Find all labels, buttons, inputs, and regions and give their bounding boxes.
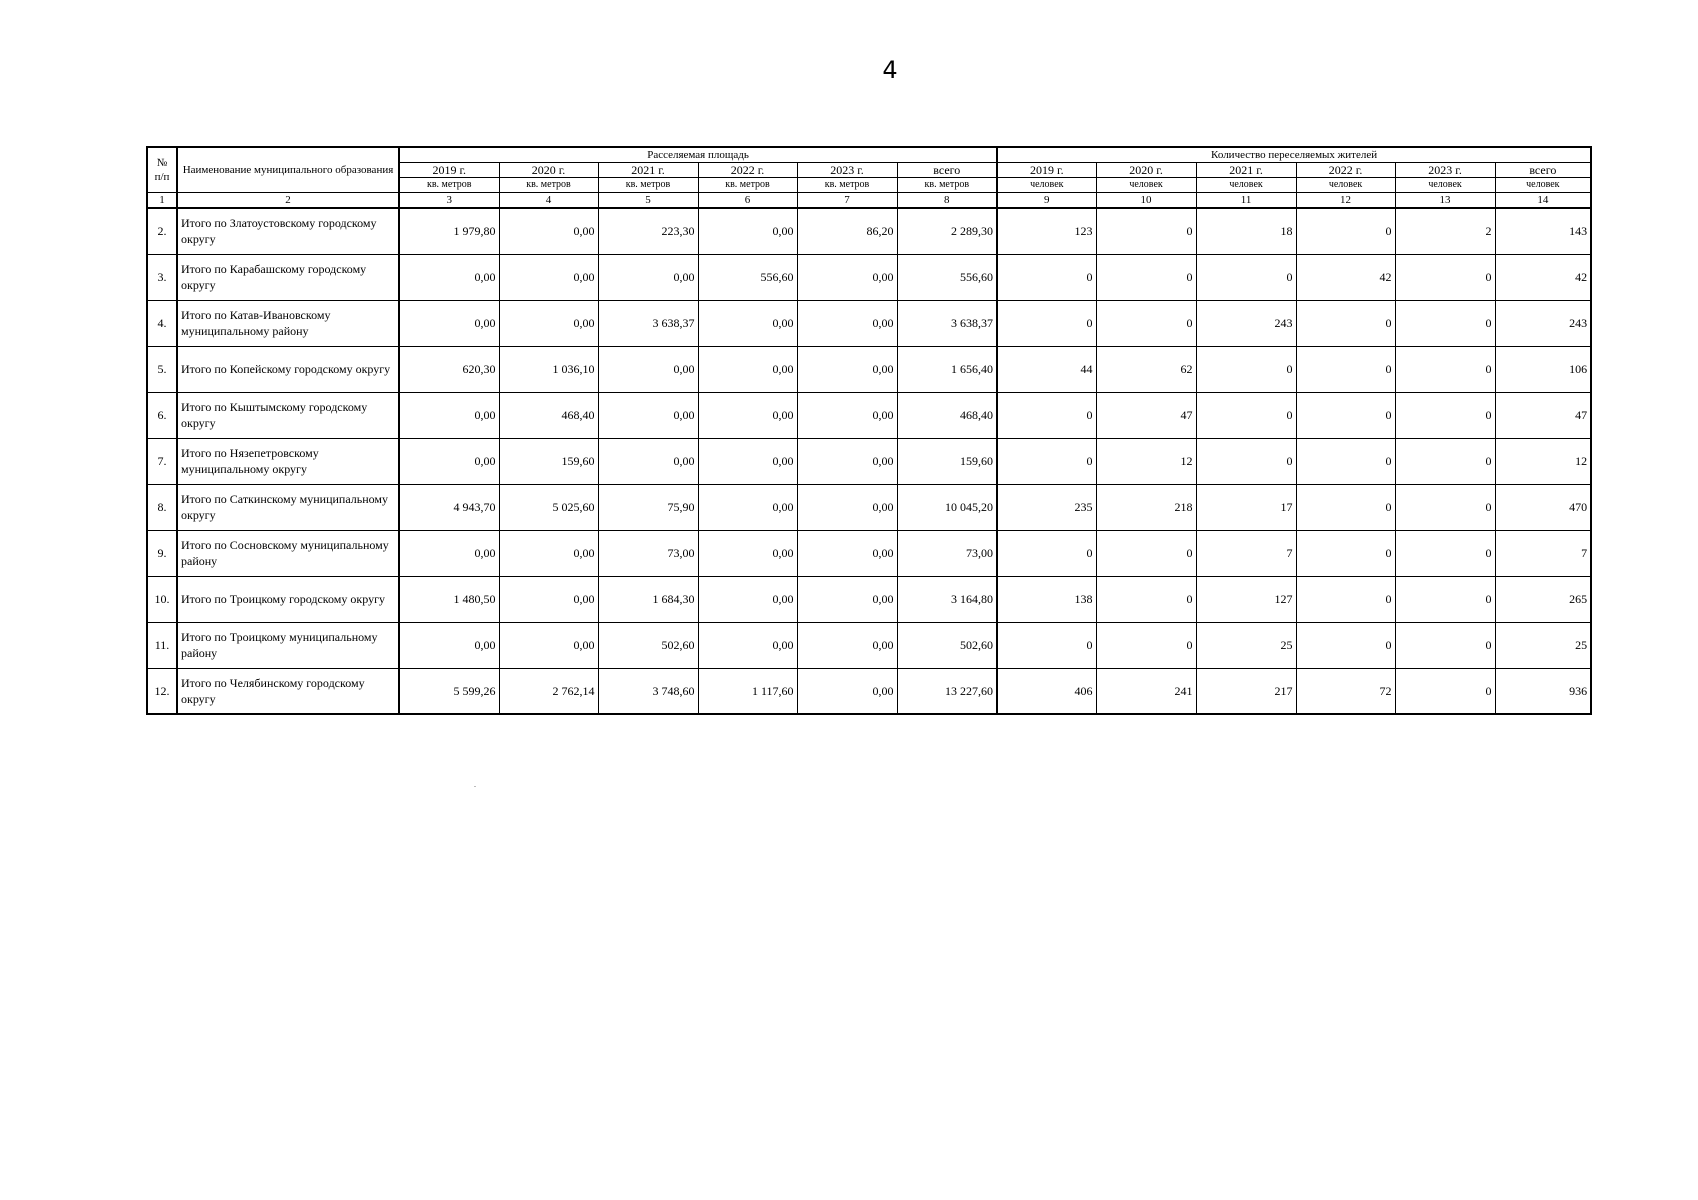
area-year-cell: 0,00 [399, 254, 499, 300]
table-row [147, 576, 1591, 622]
municipality-name-cell: Итого по Златоустовскому городскому округу [177, 208, 399, 254]
residents-total-cell: 47 [1495, 392, 1591, 438]
residents-year-cell: 0 [997, 300, 1096, 346]
header-year: 2021 г. [598, 163, 698, 178]
area-year-cell: 0,00 [797, 300, 897, 346]
area-year-cell: 0,00 [797, 622, 897, 668]
table-row [147, 622, 1591, 668]
header-unit: кв. метров [499, 178, 598, 193]
area-year-cell: 0,00 [399, 622, 499, 668]
residents-year-cell: 127 [1196, 576, 1296, 622]
residents-total-cell: 106 [1495, 346, 1591, 392]
header-residents-group: Количество переселяемых жителей [997, 147, 1591, 163]
area-year-cell: 0,00 [797, 668, 897, 714]
area-year-cell: 502,60 [598, 622, 698, 668]
area-year-cell: 0,00 [797, 392, 897, 438]
residents-total-cell: 470 [1495, 484, 1591, 530]
area-year-cell: 0,00 [698, 622, 797, 668]
table-row [147, 392, 1591, 438]
area-year-cell: 3 638,37 [598, 300, 698, 346]
residents-year-cell: 18 [1196, 208, 1296, 254]
column-number: 3 [399, 193, 499, 209]
residents-year-cell: 12 [1096, 438, 1196, 484]
residents-year-cell: 243 [1196, 300, 1296, 346]
column-number: 1 [147, 193, 177, 209]
row-number-cell: 7. [147, 438, 177, 484]
area-year-cell: 0,00 [399, 300, 499, 346]
municipality-name-cell: Итого по Карабашскому городскому округу [177, 254, 399, 300]
municipality-name-cell: Итого по Челябинскому городскому округу [177, 668, 399, 714]
residents-year-cell: 0 [997, 530, 1096, 576]
area-total-cell: 159,60 [897, 438, 997, 484]
row-number-cell: 12. [147, 668, 177, 714]
residents-year-cell: 47 [1096, 392, 1196, 438]
area-total-cell: 2 289,30 [897, 208, 997, 254]
header-unit: кв. метров [399, 178, 499, 193]
area-year-cell: 0,00 [797, 438, 897, 484]
column-number: 8 [897, 193, 997, 209]
residents-year-cell: 0 [1395, 530, 1495, 576]
column-number: 14 [1495, 193, 1591, 209]
residents-total-cell: 243 [1495, 300, 1591, 346]
column-number: 5 [598, 193, 698, 209]
residents-year-cell: 138 [997, 576, 1096, 622]
column-number: 6 [698, 193, 797, 209]
residents-year-cell: 406 [997, 668, 1096, 714]
residents-year-cell: 0 [1296, 576, 1395, 622]
header-year-total: всего [897, 163, 997, 178]
area-year-cell: 0,00 [698, 530, 797, 576]
row-number-cell: 4. [147, 300, 177, 346]
area-year-cell: 75,90 [598, 484, 698, 530]
residents-year-cell: 2 [1395, 208, 1495, 254]
area-total-cell: 502,60 [897, 622, 997, 668]
residents-year-cell: 0 [1296, 622, 1395, 668]
area-year-cell: 0,00 [499, 300, 598, 346]
area-year-cell: 0,00 [698, 208, 797, 254]
area-year-cell: 0,00 [499, 530, 598, 576]
column-number: 11 [1196, 193, 1296, 209]
residents-year-cell: 0 [1395, 254, 1495, 300]
area-year-cell: 0,00 [399, 392, 499, 438]
residents-year-cell: 218 [1096, 484, 1196, 530]
row-number-cell: 10. [147, 576, 177, 622]
municipality-name-cell: Итого по Троицкому городскому округу [177, 576, 399, 622]
area-year-cell: 0,00 [698, 438, 797, 484]
residents-total-cell: 265 [1495, 576, 1591, 622]
residents-year-cell: 0 [1096, 530, 1196, 576]
area-total-cell: 73,00 [897, 530, 997, 576]
area-year-cell: 0,00 [499, 622, 598, 668]
area-total-cell: 1 656,40 [897, 346, 997, 392]
residents-year-cell: 44 [997, 346, 1096, 392]
residents-total-cell: 7 [1495, 530, 1591, 576]
area-year-cell: 0,00 [698, 300, 797, 346]
area-year-cell: 0,00 [499, 576, 598, 622]
header-year: 2023 г. [1395, 163, 1495, 178]
area-year-cell: 159,60 [499, 438, 598, 484]
area-year-cell: 5 025,60 [499, 484, 598, 530]
residents-year-cell: 217 [1196, 668, 1296, 714]
area-year-cell: 1 979,80 [399, 208, 499, 254]
table-row [147, 346, 1591, 392]
column-number: 7 [797, 193, 897, 209]
area-total-cell: 3 164,80 [897, 576, 997, 622]
area-total-cell: 13 227,60 [897, 668, 997, 714]
residents-year-cell: 0 [1296, 484, 1395, 530]
table-body [147, 208, 1591, 714]
residents-year-cell: 0 [1096, 208, 1196, 254]
municipality-name-cell: Итого по Кыштымскому городскому округу [177, 392, 399, 438]
header-unit: человек [997, 178, 1096, 193]
residents-year-cell: 0 [1196, 346, 1296, 392]
header-unit: человек [1196, 178, 1296, 193]
header-no [147, 147, 177, 193]
area-year-cell: 0,00 [698, 576, 797, 622]
area-year-cell: 223,30 [598, 208, 698, 254]
residents-year-cell: 72 [1296, 668, 1395, 714]
table-row [147, 254, 1591, 300]
residents-year-cell: 0 [1395, 438, 1495, 484]
residents-year-cell: 123 [997, 208, 1096, 254]
residents-total-cell: 143 [1495, 208, 1591, 254]
header-unit: человек [1495, 178, 1591, 193]
residents-total-cell: 42 [1495, 254, 1591, 300]
residents-year-cell: 0 [1296, 300, 1395, 346]
area-year-cell: 4 943,70 [399, 484, 499, 530]
header-unit: человек [1296, 178, 1395, 193]
header-unit: человек [1395, 178, 1495, 193]
residents-year-cell: 7 [1196, 530, 1296, 576]
residents-year-cell: 235 [997, 484, 1096, 530]
table-row [147, 484, 1591, 530]
page-number: 4 [882, 56, 898, 84]
area-year-cell: 3 748,60 [598, 668, 698, 714]
header-year: 2022 г. [1296, 163, 1395, 178]
table-row [147, 668, 1591, 714]
row-number-cell: 9. [147, 530, 177, 576]
column-number: 13 [1395, 193, 1495, 209]
table-row [147, 208, 1591, 254]
residents-year-cell: 0 [1296, 208, 1395, 254]
residents-total-cell: 936 [1495, 668, 1591, 714]
header-unit: кв. метров [797, 178, 897, 193]
residents-year-cell: 0 [997, 392, 1096, 438]
residents-total-cell: 12 [1495, 438, 1591, 484]
header-year: 2019 г. [399, 163, 499, 178]
table-row [147, 438, 1591, 484]
area-year-cell: 0,00 [797, 576, 897, 622]
resettlement-table [146, 146, 1592, 715]
residents-year-cell: 0 [1395, 622, 1495, 668]
column-number: 12 [1296, 193, 1395, 209]
area-year-cell: 0,00 [698, 346, 797, 392]
area-year-cell: 468,40 [499, 392, 598, 438]
area-year-cell: 73,00 [598, 530, 698, 576]
scan-speck [474, 786, 476, 787]
column-number: 9 [997, 193, 1096, 209]
municipality-name-cell: Итого по Троицкому муниципальному району [177, 622, 399, 668]
row-number-cell: 11. [147, 622, 177, 668]
header-name: Наименование муниципального образования [177, 147, 399, 193]
area-total-cell: 10 045,20 [897, 484, 997, 530]
residents-year-cell: 0 [997, 622, 1096, 668]
residents-year-cell: 0 [1395, 346, 1495, 392]
area-year-cell: 0,00 [399, 438, 499, 484]
municipality-name-cell: Итого по Саткинскому муниципальному округу [177, 484, 399, 530]
municipality-name-cell: Итого по Копейскому городскому округу [177, 346, 399, 392]
header-unit: кв. метров [897, 178, 997, 193]
area-year-cell: 0,00 [797, 484, 897, 530]
row-number-cell: 5. [147, 346, 177, 392]
area-total-cell: 3 638,37 [897, 300, 997, 346]
area-year-cell: 0,00 [598, 254, 698, 300]
area-year-cell: 1 036,10 [499, 346, 598, 392]
table-header [147, 147, 1591, 208]
area-year-cell: 0,00 [797, 254, 897, 300]
residents-year-cell: 25 [1196, 622, 1296, 668]
residents-year-cell: 0 [1096, 254, 1196, 300]
header-year: 2022 г. [698, 163, 797, 178]
header-year: 2019 г. [997, 163, 1096, 178]
residents-year-cell: 0 [1196, 392, 1296, 438]
residents-year-cell: 0 [997, 438, 1096, 484]
residents-year-cell: 0 [1395, 484, 1495, 530]
row-number-cell: 2. [147, 208, 177, 254]
area-year-cell: 0,00 [797, 530, 897, 576]
residents-total-cell: 25 [1495, 622, 1591, 668]
header-year: 2021 г. [1196, 163, 1296, 178]
area-year-cell: 0,00 [698, 484, 797, 530]
residents-year-cell: 0 [1296, 438, 1395, 484]
area-year-cell: 0,00 [399, 530, 499, 576]
area-year-cell: 0,00 [698, 392, 797, 438]
table-row [147, 300, 1591, 346]
municipality-name-cell: Итого по Сосновскому муниципальному району [177, 530, 399, 576]
municipality-name-cell: Итого по Катав-Ивановскому муниципальному району [177, 300, 399, 346]
residents-year-cell: 0 [1096, 300, 1196, 346]
area-year-cell: 620,30 [399, 346, 499, 392]
area-total-cell: 556,60 [897, 254, 997, 300]
area-year-cell: 556,60 [698, 254, 797, 300]
column-number: 10 [1096, 193, 1196, 209]
residents-year-cell: 0 [1096, 622, 1196, 668]
residents-year-cell: 0 [997, 254, 1096, 300]
row-number-cell: 6. [147, 392, 177, 438]
row-number-cell: 3. [147, 254, 177, 300]
residents-year-cell: 0 [1296, 530, 1395, 576]
header-unit: кв. метров [598, 178, 698, 193]
header-no-line1: № [156, 157, 168, 169]
residents-year-cell: 0 [1395, 300, 1495, 346]
header-unit: человек [1096, 178, 1196, 193]
header-column-numbers-row [147, 193, 1591, 209]
column-number: 4 [499, 193, 598, 209]
residents-year-cell: 42 [1296, 254, 1395, 300]
header-year: 2020 г. [499, 163, 598, 178]
residents-year-cell: 0 [1296, 346, 1395, 392]
residents-year-cell: 17 [1196, 484, 1296, 530]
area-year-cell: 0,00 [797, 346, 897, 392]
area-year-cell: 0,00 [499, 208, 598, 254]
residents-year-cell: 0 [1395, 392, 1495, 438]
area-year-cell: 1 684,30 [598, 576, 698, 622]
area-year-cell: 1 117,60 [698, 668, 797, 714]
residents-year-cell: 241 [1096, 668, 1196, 714]
area-year-cell: 0,00 [598, 438, 698, 484]
area-year-cell: 0,00 [598, 392, 698, 438]
header-year: 2020 г. [1096, 163, 1196, 178]
area-year-cell: 0,00 [598, 346, 698, 392]
residents-year-cell: 62 [1096, 346, 1196, 392]
header-area-group: Расселяемая площадь [399, 147, 997, 163]
residents-year-cell: 0 [1296, 392, 1395, 438]
area-year-cell: 0,00 [499, 254, 598, 300]
header-unit: кв. метров [698, 178, 797, 193]
area-year-cell: 5 599,26 [399, 668, 499, 714]
area-year-cell: 86,20 [797, 208, 897, 254]
area-total-cell: 468,40 [897, 392, 997, 438]
header-no-line2: п/п [154, 171, 170, 183]
residents-year-cell: 0 [1196, 438, 1296, 484]
row-number-cell: 8. [147, 484, 177, 530]
area-year-cell: 2 762,14 [499, 668, 598, 714]
municipality-name-cell: Итого по Нязепетровскому муниципальному округу [177, 438, 399, 484]
residents-year-cell: 0 [1395, 576, 1495, 622]
table-row [147, 530, 1591, 576]
residents-year-cell: 0 [1395, 668, 1495, 714]
header-year: 2023 г. [797, 163, 897, 178]
residents-year-cell: 0 [1096, 576, 1196, 622]
area-year-cell: 1 480,50 [399, 576, 499, 622]
column-number: 2 [177, 193, 399, 209]
header-year-total: всего [1495, 163, 1591, 178]
residents-year-cell: 0 [1196, 254, 1296, 300]
